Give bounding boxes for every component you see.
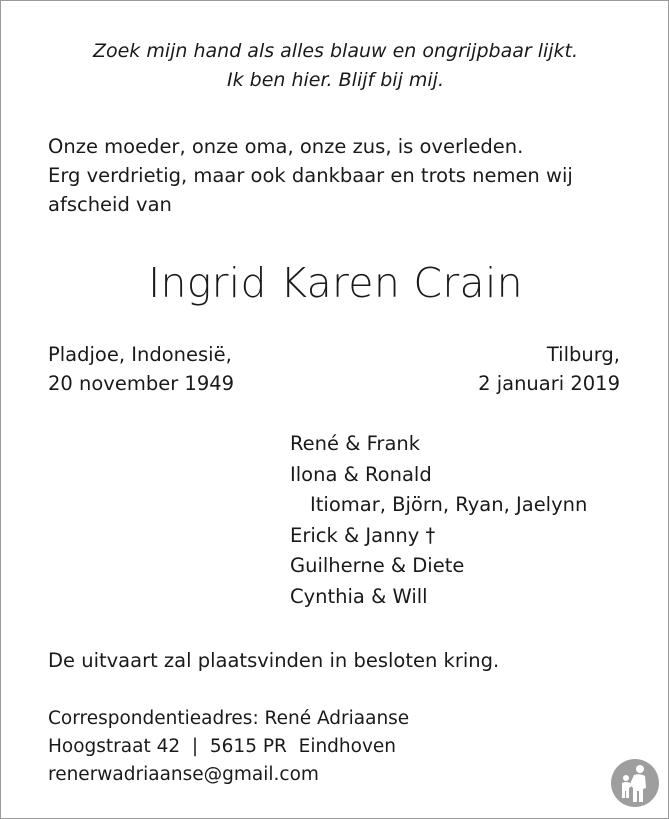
family-member: Erick & Janny † — [290, 523, 436, 547]
birth-place: Pladjoe, Indonesië, — [48, 343, 232, 366]
contact-street: Hoogstraat 42 | 5615 PR Eindhoven — [48, 736, 397, 757]
intro-line-2: Erg verdrietig, maar ook dankbaar en trots nemen wij — [48, 164, 573, 187]
intro-line-3: afscheid van — [48, 193, 172, 216]
birth-date: 20 november 1949 — [48, 372, 235, 395]
intro-line-1: Onze moeder, onze oma, onze zus, is overleden. — [48, 135, 524, 158]
family-member: Ilona & Ronald — [290, 462, 432, 486]
poem-line-1: Zoek mijn hand als alles blauw en ongrijpbaar lijkt. — [92, 40, 579, 62]
family-member: Cynthia & Will — [290, 584, 428, 608]
family-list — [290, 429, 587, 612]
poem-line-2: Ik ben hier. Blijf bij mij. — [227, 69, 444, 91]
birth-info — [48, 340, 234, 398]
contact-address-name: Correspondentieadres: René Adriaanse — [48, 708, 410, 729]
grandchildren: Itiomar, Björn, Ryan, Jaelynn — [310, 493, 588, 516]
death-date: 2 januari 2019 — [478, 372, 620, 395]
death-info — [478, 340, 620, 398]
memorial-figure-icon — [610, 758, 660, 808]
death-place: Tilburg, — [546, 343, 620, 366]
intro-text — [48, 132, 573, 219]
deceased-name: Ingrid Karen Crain — [148, 259, 523, 307]
funeral-note: De uitvaart zal plaatsvinden in besloten kring. — [48, 649, 500, 672]
family-member: René & Frank — [290, 432, 421, 455]
contact-email: renerwadriaanse@gmail.com — [48, 764, 319, 785]
family-member: Guilherne & Diete — [290, 554, 465, 577]
contact-info — [48, 705, 409, 789]
poem — [1, 37, 669, 95]
